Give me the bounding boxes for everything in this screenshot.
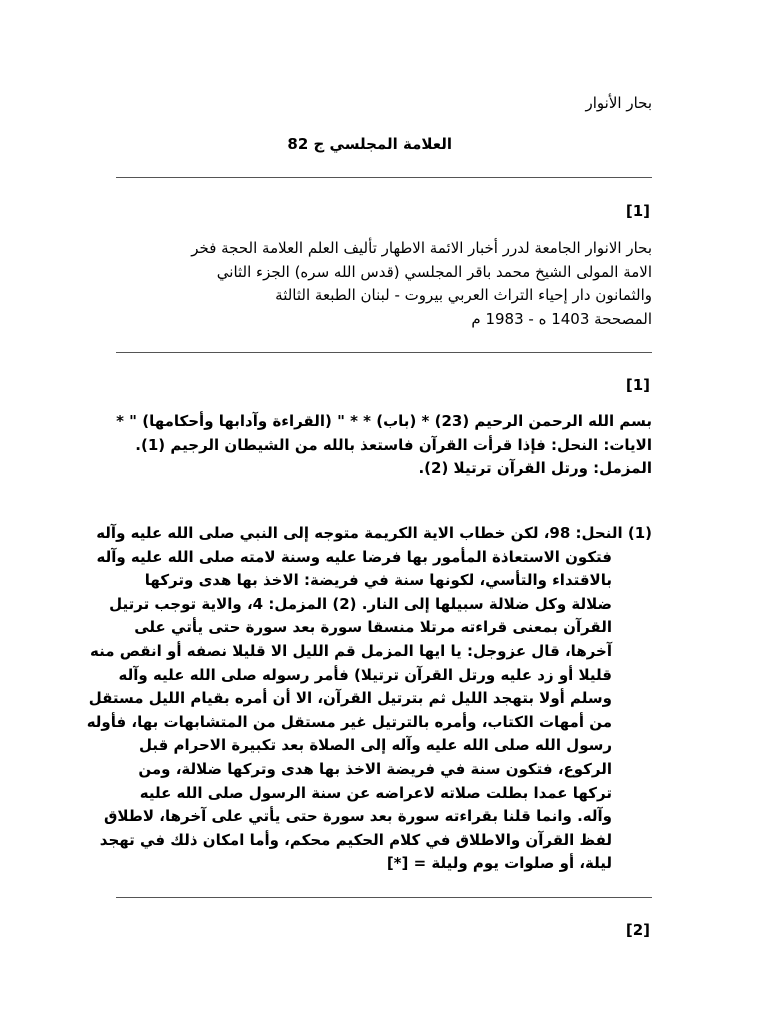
divider	[116, 897, 652, 898]
bibliography-line: المصححة 1403 ه - 1983 م	[471, 309, 652, 328]
footnote-line: وسلم أولا بتهجد الليل ثم بترتيل القرآن، الا أن أمره بقيام الليل مستقل	[88, 689, 612, 708]
footnote-line: تركها عمدا بطلت صلاته لاعراضه عن سنة الرسول صلى الله عليه	[139, 783, 612, 802]
footnote-line: ضلالة وكل ضلالة سبيلها إلى النار. (2) المزمل: 4، والاية توجب ترتيل	[109, 594, 612, 613]
main-text-line: الايات: النحل: فإذا قرأت القرآن فاستعذ بالله من الشيطان الرجيم (1).	[135, 435, 652, 454]
main-text-line: بسم الله الرحمن الرحيم (23) * (باب) * * " (القراءة وآدابها وأحكامها) " *	[116, 412, 652, 430]
main-text-paragraph	[116, 410, 652, 481]
divider	[116, 177, 652, 178]
main-text-line: المزمل: ورتل القرآن ترتيلا (2).	[418, 459, 652, 477]
footnote-line: وآله. وانما قلنا بقراءته سورة بعد سورة حتى يأتي على آخرها، لاطلاق	[103, 807, 612, 826]
bibliography-paragraph	[116, 237, 652, 331]
divider	[116, 352, 652, 353]
footnote-line: ليلة، أو صلوات يوم وليلة = [*]	[386, 854, 612, 873]
bibliography-line: بحار الانوار الجامعة لدرر أخبار الائمة الاطهار تأليف العلم العلامة الحجة فخر	[191, 239, 652, 257]
footnote-line: فتكون الاستعاذة المأمور بها فرضا عليه وسنة لامته صلى الله عليه وآله	[96, 547, 612, 566]
book-title: بحار الأنوار	[585, 94, 652, 112]
bibliography-line: الامة المولى الشيخ محمد باقر المجلسي (قدس الله سره) الجزء الثاني	[216, 262, 652, 281]
page-marker: [2]	[625, 921, 650, 939]
page-marker: [1]	[625, 376, 650, 394]
author-volume: العلامة المجلسي ج 82	[287, 135, 452, 153]
footnote-line: لفظ القرآن والاطلاق في كلام الحكيم محكم، وأما امكان ذلك في تهجد	[99, 830, 612, 849]
footnote-line: رسول الله صلى الله عليه وآله إلى الصلاة بعد تكبيرة الاحرام قبل	[138, 736, 612, 755]
footnote-line: الركوع، فتكون سنة في فريضة الاخذ بها هدى وتركها ضلالة، ومن	[138, 759, 612, 778]
footnote-line: بالاقتداء والتأسي، لكونها سنة في فريضة: الاخذ بها هدى وتركها	[144, 571, 612, 590]
footnote-line: آخرها، قال عزوجل: يا ايها المزمل قم الليل الا قليلا نصفه أو انقص منه	[90, 641, 612, 660]
footnote-line: (1) النحل: 98، لكن خطاب الاية الكريمة متوجه إلى النبي صلى الله عليه وآله	[96, 524, 652, 542]
bibliography-line: والثمانون دار إحياء التراث العربي بيروت - لبنان الطبعة الثالثة	[275, 286, 652, 304]
footnote-line: القرآن بمعنى قراءته مرتلا منسقا سورة بعد سورة حتى يأتي على	[134, 618, 612, 637]
footnote-block	[86, 522, 652, 876]
footnote-line: قليلا أو زد عليه ورتل القرآن ترتيلا) فأمر رسوله صلى الله عليه وآله	[118, 665, 612, 684]
footnote-line: من أمهات الكتاب، وأمره بالترتيل غير مستقل من المتشابهات بها، فأوله	[86, 712, 612, 731]
page-marker: [1]	[625, 202, 650, 220]
